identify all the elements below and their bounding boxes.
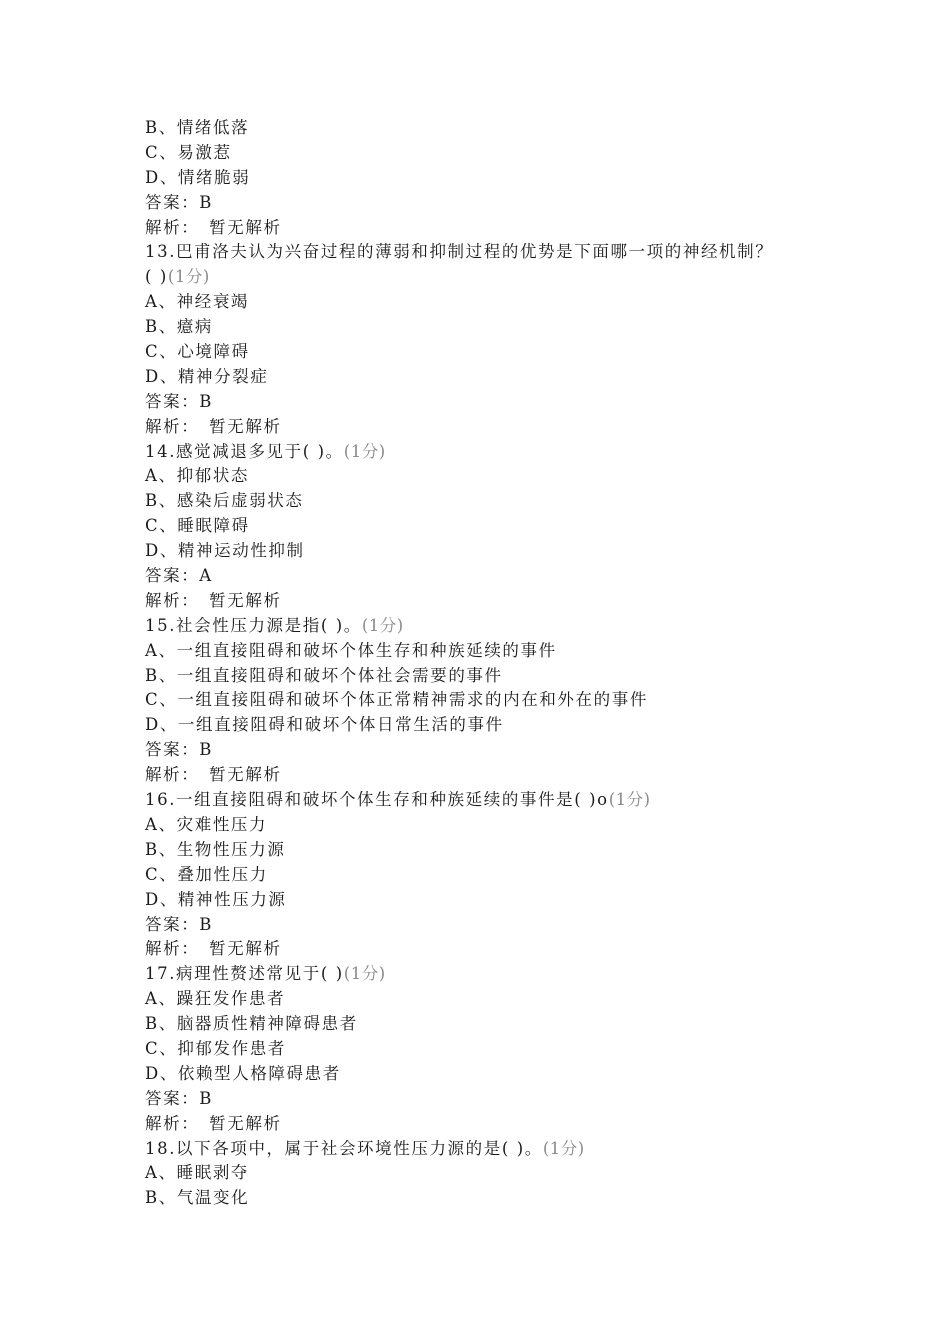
option-d: D、精神运动性抑制 xyxy=(145,541,305,561)
question-stem xyxy=(145,440,865,465)
option-c: C、抑郁发作患者 xyxy=(145,1038,286,1058)
option-a: A、躁狂发作患者 xyxy=(145,989,286,1009)
answer: 答案：B xyxy=(145,192,214,212)
answer: 答案：A xyxy=(145,566,213,586)
question-text: 17.病理性赘述常见于( ) xyxy=(145,964,344,984)
question-text: 13.巴甫洛夫认为兴奋过程的薄弱和抑制过程的优势是下面哪一项的神经机制？ xyxy=(145,242,774,262)
document-body xyxy=(145,116,865,1211)
option-b: B、生物性压力源 xyxy=(145,839,286,859)
question-stem xyxy=(145,614,865,639)
question-stem xyxy=(145,962,865,987)
option-c: C、一组直接阻碍和破坏个体正常精神需求的内在和外在的事件 xyxy=(145,690,648,710)
option-b: B、气温变化 xyxy=(145,1188,250,1208)
option-b: B、情绪低落 xyxy=(145,118,250,137)
option-d: D、情绪脆弱 xyxy=(145,167,251,187)
question-score: (1分) xyxy=(343,964,386,984)
question-score: (1分) xyxy=(343,441,386,461)
option-a: A、睡眠剥夺 xyxy=(145,1163,250,1183)
option-c: C、易激惹 xyxy=(145,142,232,162)
answer: 答案：B xyxy=(145,740,214,760)
question-text-continued: ( ) xyxy=(145,267,168,287)
question-text: 14.感觉减退多见于( )。 xyxy=(145,441,344,461)
question-13 xyxy=(145,240,865,439)
option-d: D、一组直接阻碍和破坏个体日常生活的事件 xyxy=(145,715,504,735)
option-d: D、精神性压力源 xyxy=(145,889,287,909)
option-a: A、一组直接阻碍和破坏个体生存和种族延续的事件 xyxy=(145,640,557,660)
previous-question-tail xyxy=(145,116,865,240)
question-score: (1分) xyxy=(167,267,210,287)
analysis: 解析： 暂无解析 xyxy=(145,217,282,237)
answer: 答案：B xyxy=(145,914,214,934)
question-18 xyxy=(145,1137,865,1212)
question-text: 15.社会性压力源是指( )。 xyxy=(145,615,362,635)
question-score: (1分) xyxy=(608,790,651,810)
option-c: C、心境障碍 xyxy=(145,342,250,362)
question-score: (1分) xyxy=(361,615,404,635)
analysis: 解析： 暂无解析 xyxy=(145,765,282,785)
option-c: C、睡眠障碍 xyxy=(145,516,250,536)
question-14 xyxy=(145,440,865,614)
option-d: D、依赖型人格障碍患者 xyxy=(145,1063,341,1083)
answer: 答案：B xyxy=(145,1088,214,1108)
answer: 答案：B xyxy=(145,391,214,411)
option-a: A、灾难性压力 xyxy=(145,814,268,834)
option-b: B、脑器质性精神障碍患者 xyxy=(145,1014,358,1034)
analysis: 解析： 暂无解析 xyxy=(145,939,282,959)
option-d: D、精神分裂症 xyxy=(145,366,269,386)
option-b: B、癔病 xyxy=(145,317,214,337)
question-text: 16.一组直接阻碍和破坏个体生存和种族延续的事件是( )o xyxy=(145,790,609,810)
analysis: 解析： 暂无解析 xyxy=(145,1113,282,1133)
question-stem xyxy=(145,1137,865,1162)
question-17 xyxy=(145,962,865,1136)
question-stem xyxy=(145,240,865,265)
question-15 xyxy=(145,614,865,788)
analysis: 解析： 暂无解析 xyxy=(145,416,282,436)
question-stem-continued xyxy=(145,265,865,290)
question-text: 18.以下各项中，属于社会环境性压力源的是( )。 xyxy=(145,1138,543,1158)
question-score: (1分) xyxy=(542,1138,585,1158)
option-b: B、一组直接阻碍和破坏个体社会需要的事件 xyxy=(145,665,503,685)
question-stem xyxy=(145,788,865,813)
option-a: A、神经衰竭 xyxy=(145,292,250,312)
option-a: A、抑郁状态 xyxy=(145,466,250,486)
option-c: C、叠加性压力 xyxy=(145,864,268,884)
option-b: B、感染后虚弱状态 xyxy=(145,491,304,511)
analysis: 解析： 暂无解析 xyxy=(145,590,282,610)
question-16 xyxy=(145,788,865,962)
